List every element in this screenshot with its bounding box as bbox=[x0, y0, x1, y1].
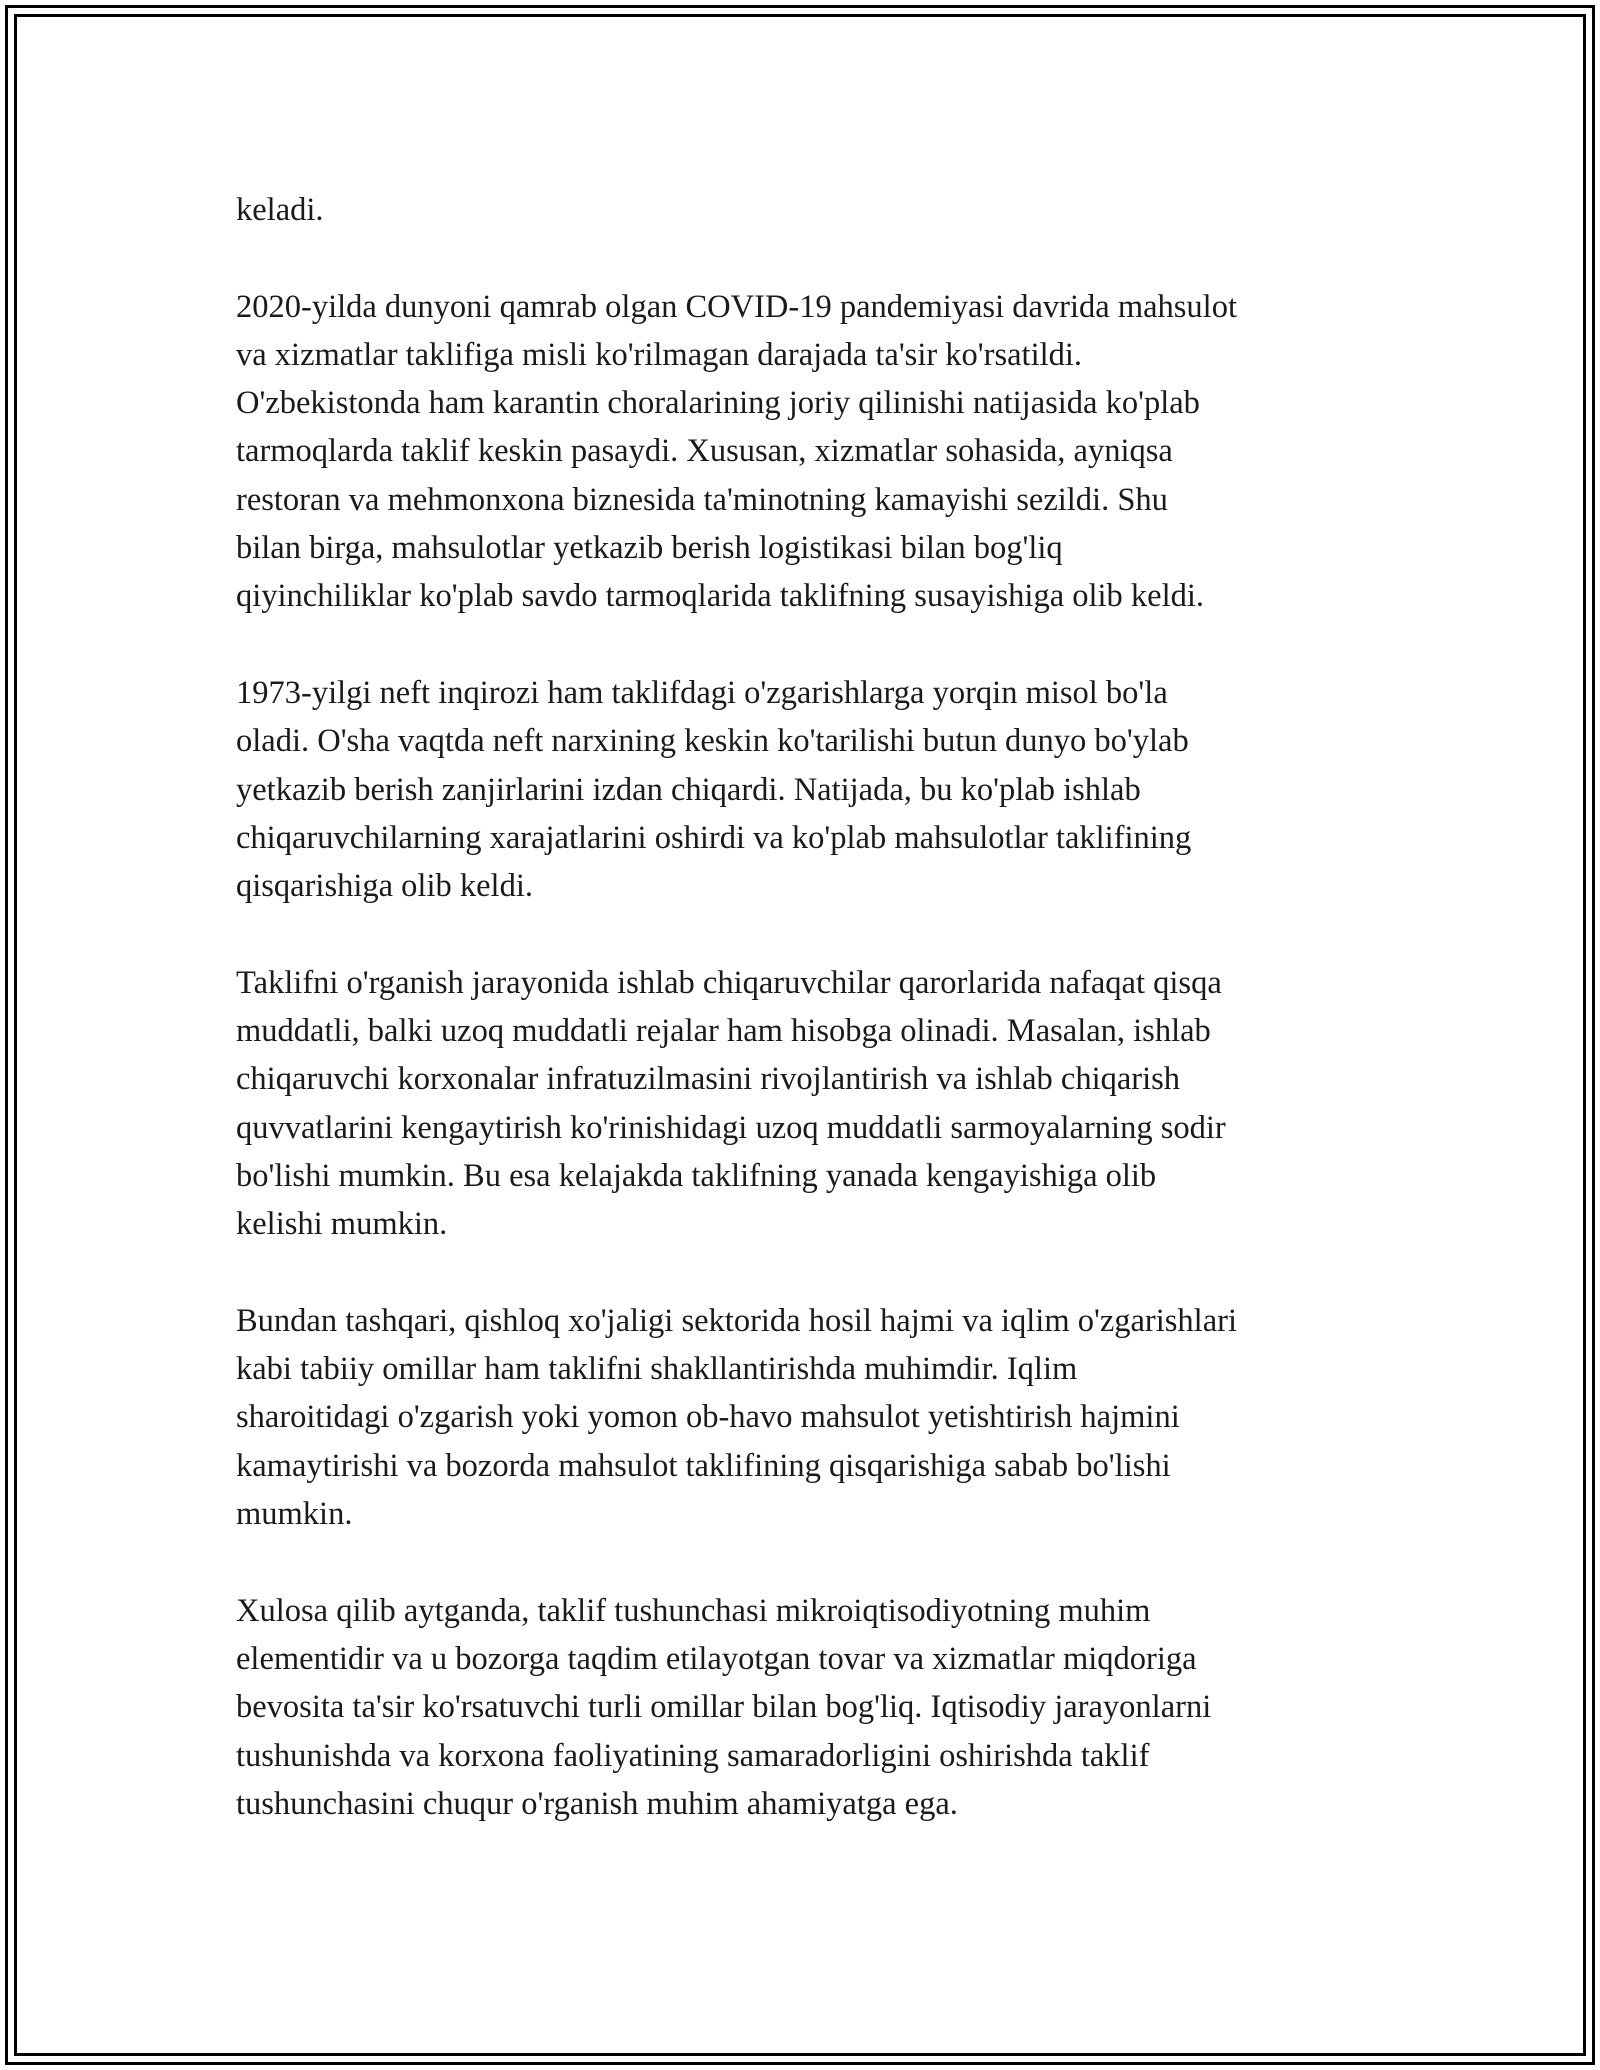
text-line: kamaytirishi va bozorda mahsulot taklifining qisqarishiga sabab bo'lishi bbox=[236, 1447, 1171, 1484]
text-line: va xizmatlar taklifiga misli ko'rilmagan darajada ta'sir ko'rsatildi. bbox=[236, 336, 1083, 373]
text-line: restoran va mehmonxona biznesida ta'minotning kamayishi sezildi. Shu bbox=[236, 481, 1168, 518]
text-line: tushunishda va korxona faoliyatining samaradorligini oshirishda taklif bbox=[236, 1737, 1150, 1774]
text-line: kabi tabiiy omillar ham taklifni shakllantirishda muhimdir. Iqlim bbox=[236, 1351, 1078, 1388]
text-line: Xulosa qilib aytganda, taklif tushunchasi mikroiqtisodiyotning muhim bbox=[236, 1592, 1151, 1629]
document-body bbox=[236, 186, 1386, 1876]
text-line: tushunchasini chuqur o'rganish muhim ahamiyatga ega. bbox=[236, 1785, 958, 1822]
paragraph-oil-crisis bbox=[236, 669, 1386, 910]
text-line: muddatli, balki uzoq muddatli rejalar ham hisobga olinadi. Masalan, ishlab bbox=[236, 1013, 1211, 1050]
text-line: qisqarishiga olib keldi. bbox=[236, 868, 533, 905]
text-line: 1973-yilgi neft inqirozi ham taklifdagi o'zgarishlarga yorqin misol bo'la bbox=[236, 674, 1168, 711]
paragraph-conclusion bbox=[236, 1587, 1386, 1828]
text-line: bo'lishi mumkin. Bu esa kelajakda taklifning yanada kengayishiga olib bbox=[236, 1157, 1157, 1194]
text-line: sharoitidagi o'zgarish yoki yomon ob-havo mahsulot yetishtirish hajmini bbox=[236, 1399, 1180, 1436]
text-line: tarmoqlarda taklif keskin pasaydi. Xususan, xizmatlar sohasida, ayniqsa bbox=[236, 433, 1173, 470]
paragraph-long-term-planning bbox=[236, 959, 1386, 1249]
text-line: oladi. O'sha vaqtda neft narxining keskin ko'tarilishi butun dunyo bo'ylab bbox=[236, 723, 1189, 760]
text-line: mumkin. bbox=[236, 1496, 353, 1533]
text-line: O'zbekistonda ham karantin choralarining joriy qilinishi natijasida ko'plab bbox=[236, 385, 1200, 422]
text-line: bevosita ta'sir ko'rsatuvchi turli omillar bilan bog'liq. Iqtisodiy jarayonlarni bbox=[236, 1689, 1212, 1726]
text-line: chiqaruvchilarning xarajatlarini oshirdi va ko'plab mahsulotlar taklifining bbox=[236, 819, 1192, 856]
text-line: keladi. bbox=[236, 192, 324, 228]
paragraph-covid-pandemic bbox=[236, 283, 1386, 621]
paragraph-continuation bbox=[236, 186, 1386, 234]
text-line: kelishi mumkin. bbox=[236, 1206, 448, 1243]
paragraph-agriculture bbox=[236, 1297, 1386, 1538]
text-line: chiqaruvchi korxonalar infratuzilmasini rivojlantirish va ishlab chiqarish bbox=[236, 1061, 1181, 1098]
text-line: Bundan tashqari, qishloq xo'jaligi sektorida hosil hajmi va iqlim o'zgarishlari bbox=[236, 1302, 1237, 1339]
text-line: bilan birga, mahsulotlar yetkazib berish logistikasi bilan bog'liq bbox=[236, 530, 1063, 567]
text-line: quvvatlarini kengaytirish ko'rinishidagi uzoq muddatli sarmoyalarning sodir bbox=[236, 1109, 1226, 1146]
text-line: elementidir va u bozorga taqdim etilayotgan tovar va xizmatlar miqdoriga bbox=[236, 1640, 1197, 1677]
text-line: qiyinchiliklar ko'plab savdo tarmoqlarida taklifning susayishiga olib keldi. bbox=[236, 578, 1205, 615]
text-line: 2020-yilda dunyoni qamrab olgan COVID-19 pandemiyasi davrida mahsulot bbox=[236, 288, 1237, 325]
text-line: Taklifni o'rganish jarayonida ishlab chiqaruvchilar qarorlarida nafaqat qisqa bbox=[236, 964, 1222, 1001]
text-line: yetkazib berish zanjirlarini izdan chiqardi. Natijada, bu ko'plab ishlab bbox=[236, 771, 1141, 808]
